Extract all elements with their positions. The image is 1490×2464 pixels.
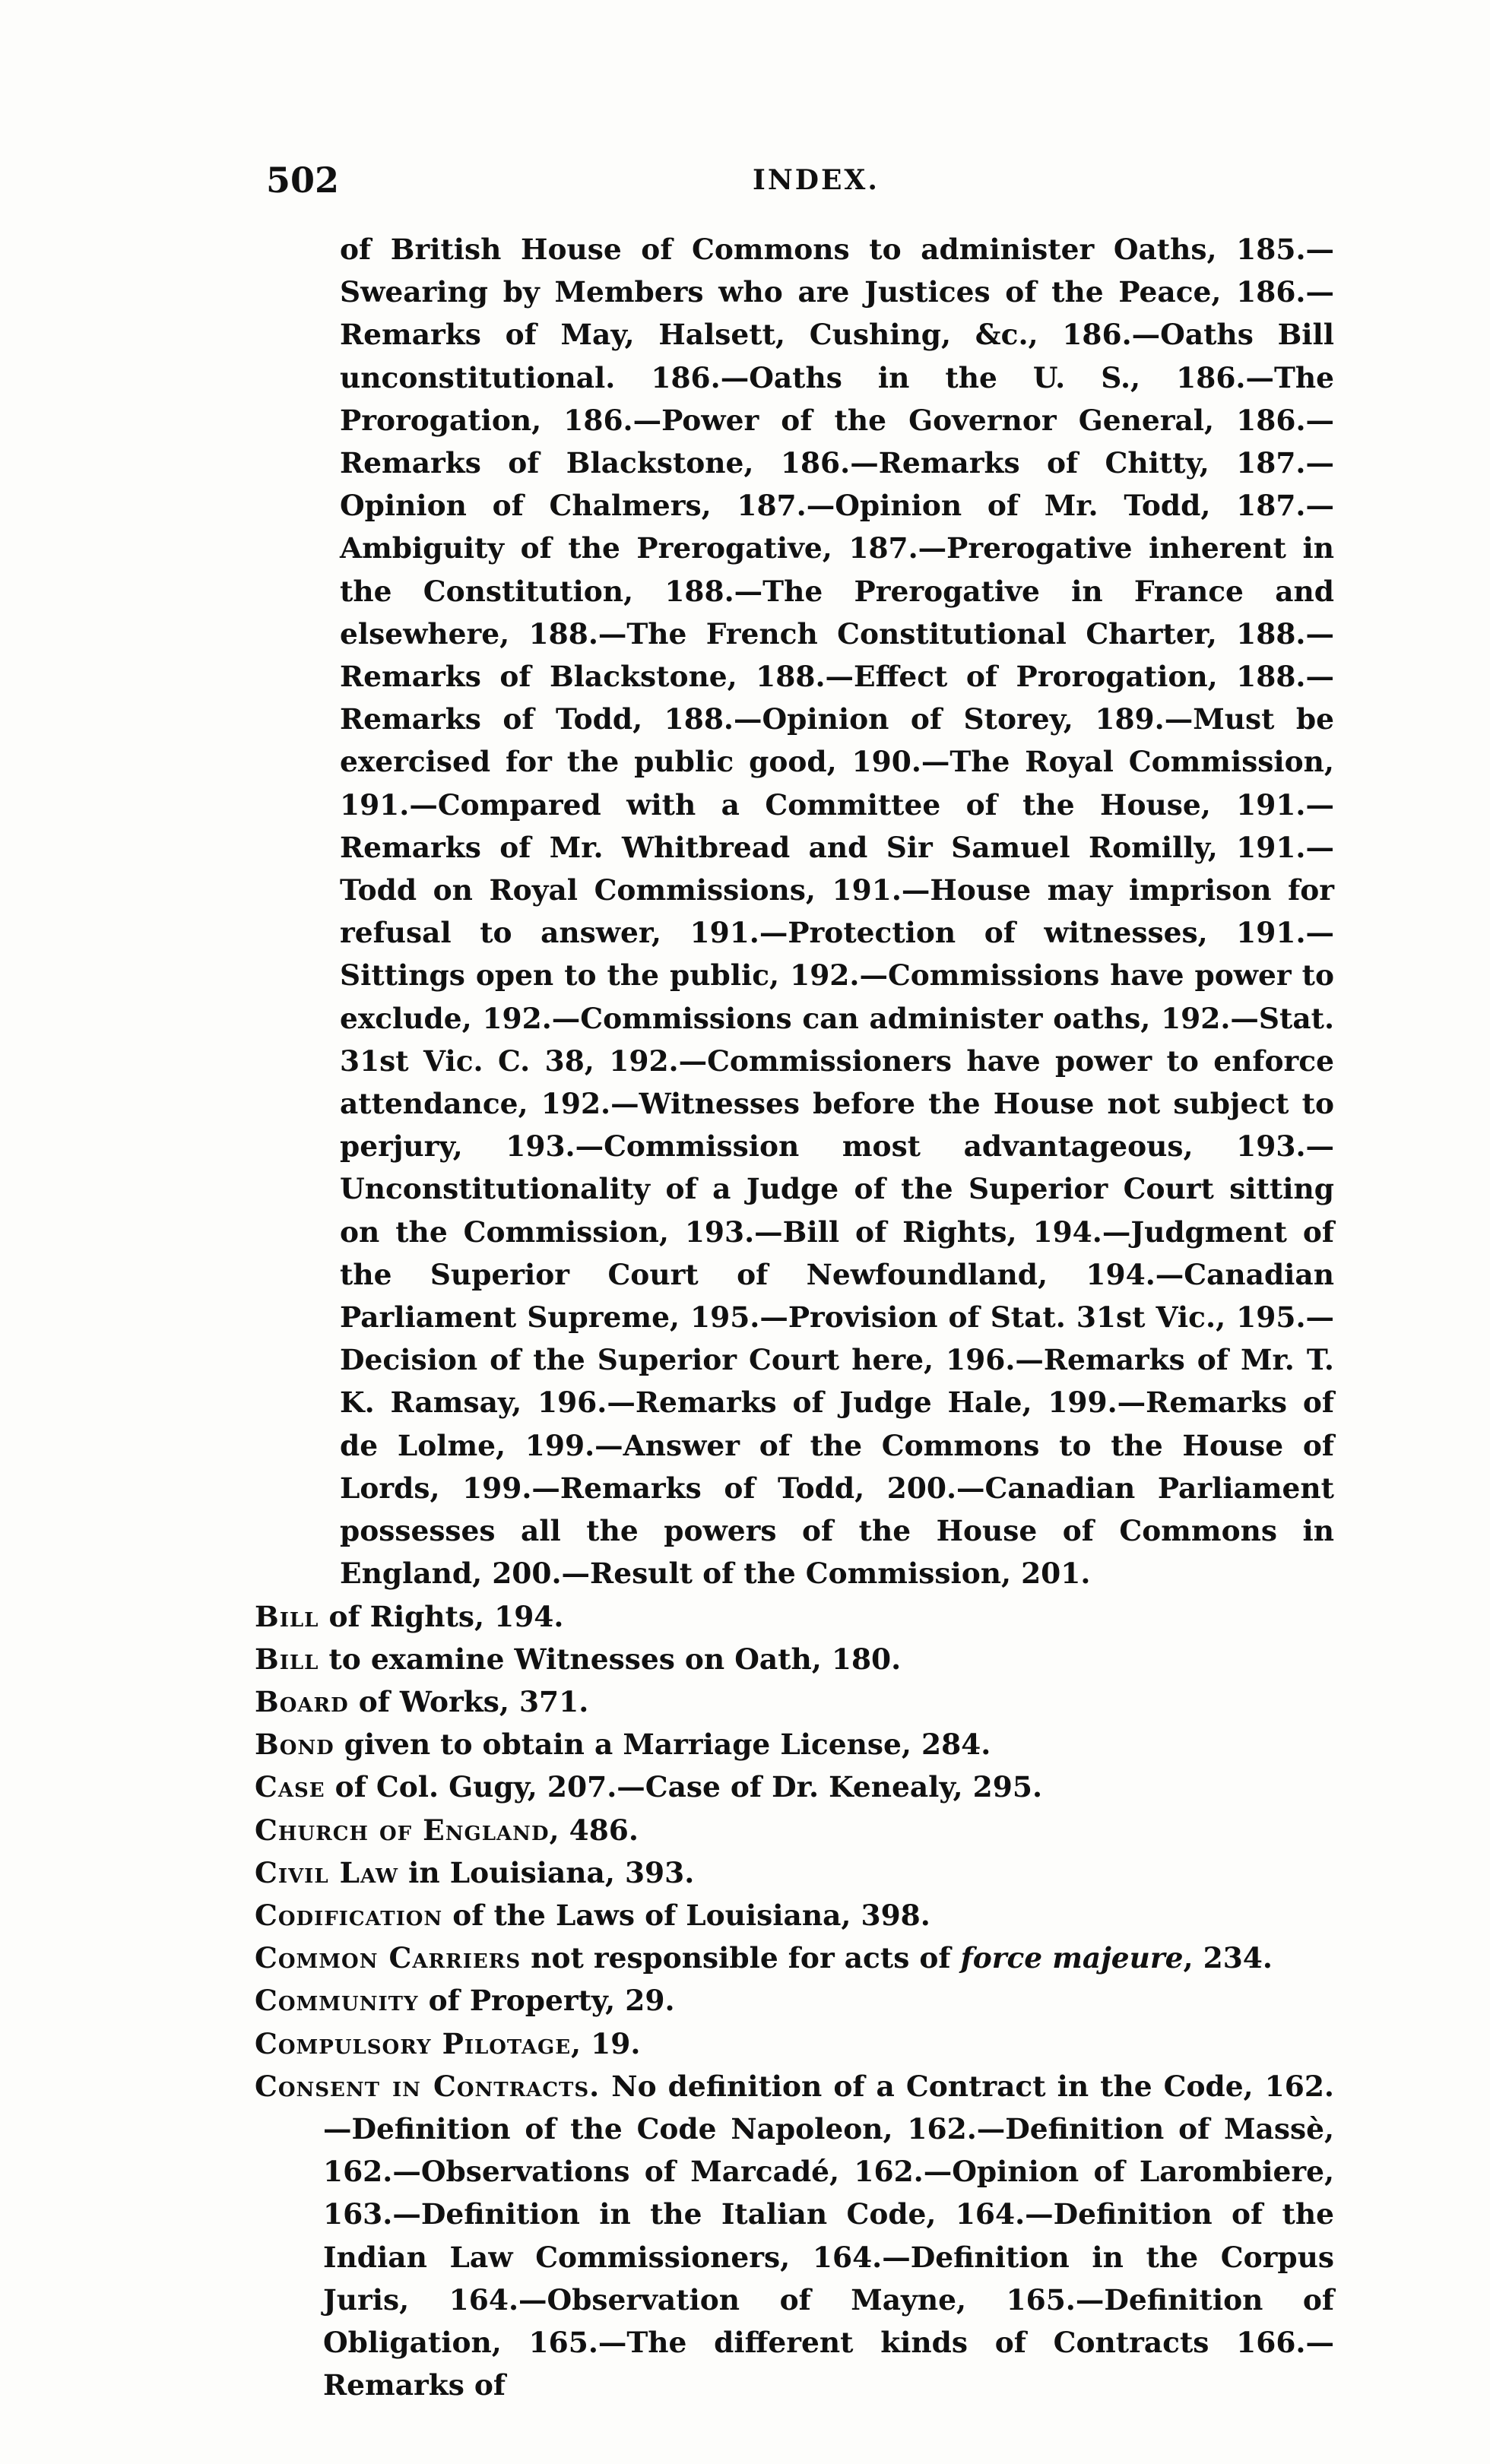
entry-text: of Col. Gugy, 207.—Case of Dr. Kenealy, 295. — [325, 1770, 1043, 1804]
index-entry — [255, 1680, 1334, 1723]
entry-heading: Community — [255, 1984, 419, 2018]
entry-text-end: , 234. — [1183, 1941, 1273, 1975]
entry-text: , 486. — [549, 1813, 639, 1847]
entry-heading: Consent in Contracts. — [255, 2069, 601, 2103]
entry-heading: Bill — [255, 1599, 319, 1633]
entry-text: given to obtain a Marriage License, 284. — [334, 1728, 991, 1762]
index-entry — [255, 1809, 1334, 1851]
index-entry — [255, 1723, 1334, 1766]
entry-heading: Bond — [255, 1728, 334, 1762]
index-entry — [255, 2065, 1334, 2407]
index-entry — [255, 1979, 1334, 2022]
page-header — [266, 160, 1330, 213]
index-entry — [255, 1937, 1334, 1979]
entry-heading: Codification — [255, 1898, 443, 1932]
entry-heading: Common Carriers — [255, 1941, 522, 1975]
running-head: INDEX. — [753, 164, 880, 196]
index-entry — [255, 1638, 1334, 1680]
page-number: 502 — [266, 160, 340, 201]
entry-italic-text: force majeure — [960, 1941, 1184, 1975]
entry-text: No definition of a Contract in the Code, 162.—Definition of the Code Napoleon, 162.—Definition of Massè, 162.—Observations of Marcadé, 162.—Opinion of Larombiere, 163.—Definition in the Italian Code, 164.—Definition of the Indian Law Commissioners, 164.—Definition in the Corpus Juris, 164.—Observation of Mayne, 165.—Definition of Obligation, 165.—The different kinds of Contracts 166.—Remarks of — [323, 2069, 1334, 2402]
entry-heading: Case — [255, 1770, 325, 1804]
entry-heading: Compulsory Pilotage — [255, 2026, 572, 2060]
entry-heading: Church of England — [255, 1813, 550, 1847]
entry-text: , 19. — [571, 2026, 641, 2060]
entry-text: of Rights, 194. — [319, 1599, 564, 1633]
entry-text: of Works, 371. — [348, 1684, 589, 1718]
entry-text: of Property, 29. — [418, 1984, 675, 2018]
entry-text: to examine Witnesses on Oath, 180. — [319, 1642, 902, 1676]
entry-text: in Louisiana, 393. — [398, 1855, 695, 1889]
index-entry — [255, 1595, 1334, 1638]
entry-heading: Civil Law — [255, 1855, 399, 1889]
continued-entry: of British House of Commons to administer Oaths, 185.—Swearing by Members who are Justices of the Peace, 186.—Remarks of May, Halsett, Cushing, &c., 186.—Oaths Bill unconstitutional. 186.—Oaths in the U. S., 186.—The Prorogation, 186.—Power of the Governor General, 186.—Remarks of Blackstone, 186.—Remarks of Chitty, 187.—Opinion of Chalmers, 187.—Opinion of Mr. Todd, 187.—Ambiguity of the Prerogative, 187.—Prerogative inherent in the Constitution, 188.—The Prerogative in France and elsewhere, 188.—The French Constitutional Charter, 188.—Remarks of Blackstone, 188.—Effect of Prorogation, 188.—Remarks of Todd, 188.—Opinion of Storey, 189.—Must be exercised for the public good, 190.—The Royal Commission, 191.—Compared with a Committee of the House, 191.—Remarks of Mr. Whitbread and Sir Samuel Romilly, 191.—Todd on Royal Commissions, 191.—House may imprison for refusal to answer, 191.—Protection of witnesses, 191.—Sittings open to the public, 192.—Commissions have power to exclude, 192.—Commissions can administer oaths, 192.—Stat. 31st Vic. C. 38, 192.—Commissioners have power to enforce attendance, 192.—Witnesses before the House not subject to perjury, 193.—Commission most advantageous, 193.—Unconstitutionality of a Judge of the Superior Court sitting on the Commission, 193.—Bill of Rights, 194.—Judgment of the Superior Court of Newfoundland, 194.—Canadian Parliament Supreme, 195.—Provision of Stat. 31st Vic., 195.—Decision of the Superior Court here, 196.—Remarks of Mr. T. K. Ramsay, 196.—Remarks of Judge Hale, 199.—Remarks of de Lolme, 199.—Answer of the Commons to the House of Lords, 199.—Remarks of Todd, 200.—Canadian Parliament possesses all the powers of the House of Commons in England, 200.—Result of the Commission, 201. — [340, 233, 1334, 1591]
entry-heading: Board — [255, 1684, 349, 1718]
index-entry — [255, 1851, 1334, 1894]
entry-text: not responsible for acts of — [521, 1941, 961, 1975]
index-entry — [255, 2022, 1334, 2065]
index-entry — [255, 1766, 1334, 1808]
entry-text: of the Laws of Louisiana, 398. — [442, 1898, 930, 1932]
index-entry — [255, 1894, 1334, 1937]
index-body — [255, 228, 1334, 2406]
entry-heading: Bill — [255, 1642, 319, 1676]
